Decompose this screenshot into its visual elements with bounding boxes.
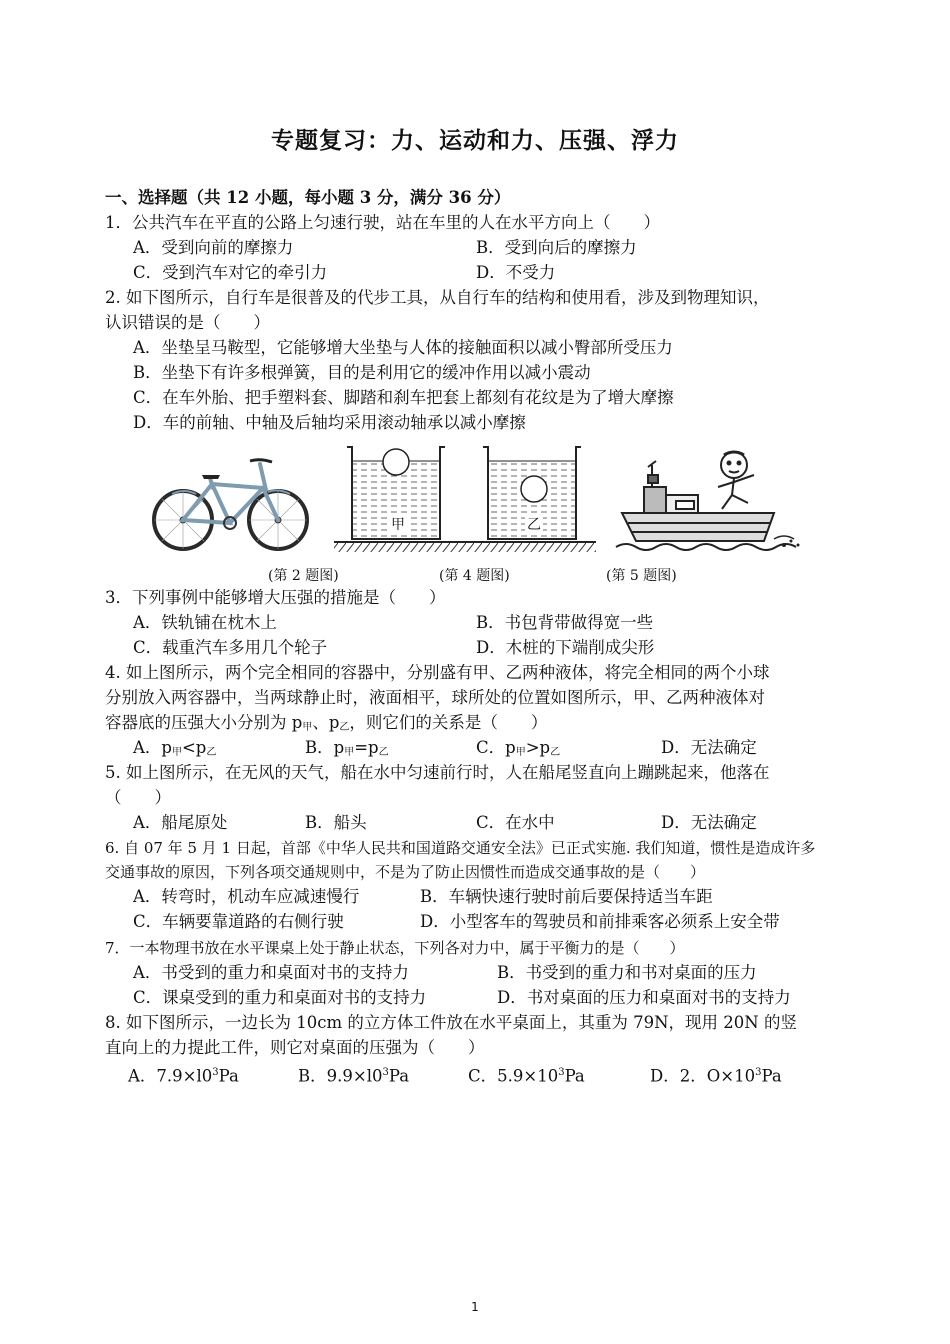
question-8-option-d: D．2．$O\times 10^3Pa$ (650, 1066, 782, 1086)
question-5-stem-line1: 5. 如上图所示，在无风的天气，船在水中匀速前行时，人在船尾竖直向上蹦跳起来，他落在 (105, 763, 770, 782)
question-1-option-b: B．受到向后的摩擦力 (476, 238, 637, 257)
question-7-option-b: B．书受到的重力和书对桌面的压力 (497, 963, 757, 982)
question-3-option-b: B．书包背带做得宽一些 (476, 613, 654, 632)
question-2-option-d: D．车的前轴、中轴及后轴均采用滚动轴承以减小摩擦 (133, 413, 526, 432)
container-label-jia: 甲 (389, 514, 407, 534)
question-4-option-c: C．$p_甲>p_乙$ (476, 738, 561, 758)
question-8-option-a: A．$7.9\times l0^3Pa$ (128, 1066, 239, 1086)
section-heading: 一、选择题（共 12 小题，每小题 3 分，满分 36 分） (105, 188, 511, 207)
figure-2-caption: (第 2 题图) (268, 568, 339, 584)
figure-4-caption: (第 4 题图) (439, 568, 510, 584)
question-7-option-c: C．课桌受到的重力和桌面对书的支持力 (133, 988, 427, 1007)
two-containers-figure (330, 443, 598, 553)
question-2-stem-line1: 2. 如下图所示，自行车是很普及的代步工具，从自行车的结构和使用看，涉及到物理知识， (105, 288, 770, 307)
question-4-stem-line3: 容器底的压强大小分别为 $p_甲$、$p_乙$，则它们的关系是（ ） (105, 713, 548, 733)
question-5-option-a: A．船尾原处 (133, 813, 228, 832)
question-8-stem-line2: 直向上的力提此工件，则它对桌面的压强为（ ） (105, 1038, 485, 1057)
question-1-stem: 1．公共汽车在平直的公路上匀速行驶，站在车里的人在水平方向上（ ） (105, 213, 660, 232)
boat-figure (614, 447, 804, 555)
question-7-stem: 7．一本物理书放在水平课桌上处于静止状态，下列各对力中，属于平衡力的是（ ） (105, 939, 685, 957)
question-6-option-c: C．车辆要靠道路的右侧行驶 (133, 912, 344, 931)
bicycle-figure (150, 448, 312, 556)
question-6-option-d: D．小型客车的驾驶员和前排乘客必须系上安全带 (420, 912, 780, 931)
question-3-option-c: C．载重汽车多用几个轮子 (133, 638, 328, 657)
page-title: 专题复习：力、运动和力、压强、浮力 (271, 127, 679, 154)
question-8-option-c: C．$5.9\times 10^3Pa$ (468, 1066, 585, 1086)
question-4-option-d: D．无法确定 (661, 738, 757, 757)
question-5-option-d: D．无法确定 (661, 813, 757, 832)
question-3-option-d: D．木桩的下端削成尖形 (476, 638, 655, 657)
question-5-option-c: C．在水中 (476, 813, 555, 832)
question-2-stem-line2: 认识错误的是（ ） (105, 313, 270, 332)
question-6-option-a: A．转弯时，机动车应减速慢行 (133, 887, 360, 906)
question-5-option-b: B．船头 (305, 813, 367, 832)
question-1-option-a: A．受到向前的摩擦力 (133, 238, 294, 257)
page-number: 1 (471, 1300, 479, 1314)
question-7-option-d: D．书对桌面的压力和桌面对书的支持力 (497, 988, 791, 1007)
question-5-stem-line2: （ ） (105, 788, 171, 807)
question-8-stem-line1: 8. 如下图所示，一边长为 10cm 的立方体工件放在水平桌面上，其重为 79N，现用 20N 的竖 (105, 1013, 797, 1032)
question-1-option-c: C．受到汽车对它的牵引力 (133, 263, 328, 282)
question-6-option-b: B．车辆快速行驶时前后要保持适当车距 (420, 887, 713, 906)
question-8-option-b: B．$9.9\times l0^3Pa$ (298, 1066, 410, 1086)
question-6-stem-line1: 6. 自 07 年 5 月 1 日起，首部《中华人民共和国道路交通安全法》已正式实施. 我们知道，惯性是造成许多 (105, 839, 816, 857)
question-2-option-a: A．坐垫呈马鞍型，它能够增大坐垫与人体的接触面积以减小臀部所受压力 (133, 338, 673, 357)
question-2-option-c: C．在车外胎、把手塑料套、脚踏和刹车把套上都刻有花纹是为了增大摩擦 (133, 388, 674, 407)
question-1-option-d: D．不受力 (476, 263, 556, 282)
figure-5-caption: (第 5 题图) (606, 568, 677, 584)
question-3-option-a: A．铁轨铺在枕木上 (133, 613, 277, 632)
question-4-stem-line1: 4. 如上图所示，两个完全相同的容器中，分别盛有甲、乙两种液体，将完全相同的两个小球 (105, 663, 770, 682)
question-6-stem-line2: 交通事故的原因，下列各项交通规则中，不是为了防止因惯性而造成交通事故的是（ ） (105, 863, 706, 881)
container-label-yi: 乙 (525, 514, 543, 534)
question-7-option-a: A．书受到的重力和桌面对书的支持力 (133, 963, 409, 982)
question-4-option-a: A．$p_甲<p_乙$ (133, 738, 217, 758)
question-4-option-b: B．$p_甲=p_乙$ (305, 738, 389, 758)
question-3-stem: 3．下列事例中能够增大压强的措施是（ ） (105, 588, 446, 607)
question-4-stem-line2: 分别放入两容器中，当两球静止时，液面相平，球所处的位置如图所示，甲、乙两种液体对 (105, 688, 765, 707)
question-2-option-b: B．坐垫下有许多根弹簧，目的是利用它的缓冲作用以减小震动 (133, 363, 591, 382)
